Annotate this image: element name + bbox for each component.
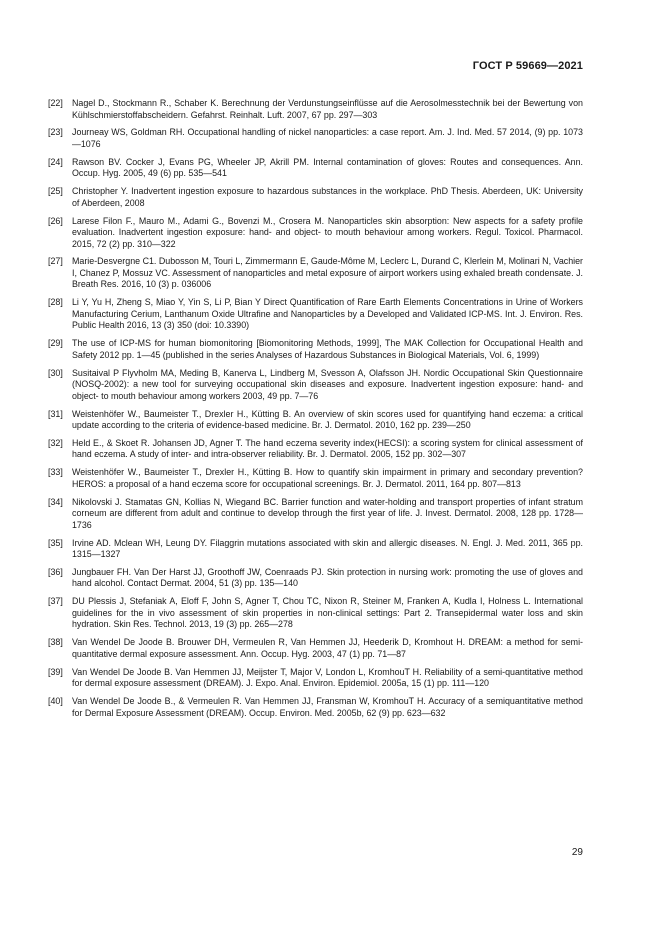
reference-number: [24] [48, 156, 63, 167]
reference-item [48, 567, 583, 590]
reference-item [48, 127, 583, 150]
reference-item [48, 98, 583, 121]
reference-item [48, 157, 583, 180]
reference-item [48, 186, 583, 209]
reference-number: [40] [48, 696, 63, 707]
reference-text: Van Wendel De Joode B. Van Hemmen JJ, Meijster T, Major V, London L, KromhouT H. Reliability of a semi-quantitative method for dermal exposure assessment (DREAM). J. Expo. Anal. Environ. Epidemiol. 2005a, 15 (1) pp. 111—120 [72, 666, 583, 689]
reference-number: [25] [48, 186, 63, 197]
reference-item [48, 497, 583, 532]
document-standard-header: ГОСТ Р 59669—2021 [472, 60, 583, 72]
reference-item [48, 368, 583, 403]
reference-text: Rawson BV. Cocker J, Evans PG, Wheeler JP, Akrill PM. Internal contamination of gloves: Routes and consequences. Ann. Occup. Hyg. 2005, 49 (6) pp. 535—541 [72, 156, 583, 179]
reference-item [48, 667, 583, 690]
reference-number: [23] [48, 127, 63, 138]
reference-item [48, 696, 583, 719]
reference-text: Nagel D., Stockmann R., Schaber K. Berechnung der Verdunstungseinflüsse auf die Aerosolmesstechnik bei der Bewertung von Kühlschmierstoffabscheidern. Gefahrst. Reinhalt. Luft. 2007, 67 pp. 297—303 [72, 98, 583, 120]
reference-number: [29] [48, 338, 63, 349]
reference-number: [32] [48, 437, 63, 448]
reference-item [48, 409, 583, 432]
reference-item [48, 467, 583, 490]
reference-number: [37] [48, 596, 63, 607]
reference-number: [34] [48, 496, 63, 507]
reference-number: [39] [48, 666, 63, 677]
reference-number: [33] [48, 467, 63, 478]
reference-text: Susitaival P Flyvholm MA, Meding B, Kanerva L, Lindberg M, Svesson A, Olafsson JH. Nordic Occupational Skin Questionnaire (NOSQ-2002): a new tool for surveying occupational skin diseases and exposure. Inadvertent ingestion exposure: hand- and object- to mouth behaviour among workers 2003, 49 pp. 7—76 [72, 367, 583, 401]
reference-text: Irvine AD. Mclean WH, Leung DY. Filaggrin mutations associated with skin and allergic diseases. N. Engl. J. Med. 2011, 365 pp. 1315—1327 [72, 537, 583, 560]
reference-text: Van Wendel De Joode B. Brouwer DH, Vermeulen R, Van Hemmen JJ, Heederik D, Kromhout H. DREAM: a method for semi-quantitative dermal exposure assessment. Ann. Occup. Hyg. 2003, 47 (1) pp. 71—87 [72, 637, 583, 659]
reference-text: The use of ICP-MS for human biomonitoring [Biomonitoring Methods, 1999], The MAK Collection for Occupational Health and Safety 2012 pp. 1—45 (published in the series Analyses of Hazardous Substances in Biological Materials, Vol. 6, 1999) [72, 338, 583, 360]
reference-number: [28] [48, 297, 63, 308]
reference-text: Journeay WS, Goldman RH. Occupational handling of nickel nanoparticles: a case report. Am. J. Ind. Med. 57 2014, (9) pp. 1073—1076 [72, 127, 583, 149]
reference-text: Larese Filon F., Mauro M., Adami G., Bovenzi M., Crosera M. Nanoparticles skin absorption: New aspects for a safety profile evaluation. Inadvertent ingestion exposure: hand- and object- to mouth behaviour among workers. Regul. Toxicol. Pharmacol. 2015, 72 (2) pp. 310—322 [72, 215, 583, 249]
reference-item [48, 438, 583, 461]
reference-number: [38] [48, 637, 63, 648]
reference-number: [22] [48, 98, 63, 108]
reference-item [48, 297, 583, 332]
reference-item [48, 596, 583, 631]
reference-item [48, 256, 583, 291]
reference-item [48, 216, 583, 251]
reference-text: Held E., & Skoet R. Johansen JD, Agner T. The hand eczema severity index(HECSI): a scoring system for clinical assessment of hand eczema. A study of inter- and intra-observer reliability. Br. J. Dermatol. 2005, 152 pp. 302—307 [72, 437, 583, 460]
reference-item [48, 637, 583, 660]
reference-number: [31] [48, 408, 63, 419]
reference-number: [30] [48, 367, 63, 378]
reference-number: [36] [48, 566, 63, 577]
reference-number: [26] [48, 215, 63, 226]
reference-text: Van Wendel De Joode B., & Vermeulen R. Van Hemmen JJ, Fransman W, KromhouT H. Accuracy of a semiquantitative method for Dermal Exposure Assessment (DREAM). Occup. Environ. Med. 2005b, 62 (9) pp. 623—632 [72, 696, 583, 718]
reference-text: Jungbauer FH. Van Der Harst JJ, Groothoff JW, Coenraads PJ. Skin protection in nursing work: promoting the use of gloves and hand alcohol. Contact Dermat. 2004, 51 (3) pp. 135—140 [72, 566, 583, 589]
reference-item [48, 538, 583, 561]
reference-text: Christopher Y. Inadvertent ingestion exposure to hazardous substances in the workplace. PhD Thesis. Aberdeen, UK: University of Aberdeen, 2008 [72, 186, 583, 208]
reference-text: Weistenhöfer W., Baumeister T., Drexler H., Kütting B. How to quantify skin impairment in primary and secondary prevention? HEROS: a proposal of a hand eczema score for occupational screenings. Br. J. Dermatol. 2011, 164 pp. 807—813 [72, 467, 583, 489]
reference-text: Li Y, Yu H, Zheng S, Miao Y, Yin S, Li P, Bian Y Direct Quantification of Rare Earth Elements Concentrations in Urine of Workers Manufacturing Cerium, Lanthanum Oxide Ultrafine and Nanoparticles by a Developed and Validated ICP-MS. Int. J. Environ. Res. Public Health 2016, 13 (3) 350 (doi: 10.3390) [72, 297, 583, 331]
page-number: 29 [571, 847, 583, 858]
reference-text: Marie-Desvergne C1. Dubosson M, Touri L, Zimmermann E, Gaude-Môme M, Leclerc L, Durand C, Klerlein M, Molinari N, Vachier I, Chanez P, Mossuz VC. Assessment of nanoparticles and metal exposure of airport workers using exhaled breath condensate. J. Breath Res. 2016, 10 (3) p. 036006 [72, 256, 583, 290]
reference-number: [27] [48, 256, 63, 267]
reference-item [48, 338, 583, 361]
reference-text: DU Plessis J, Stefaniak A, Eloff F, John S, Agner T, Chou TC, Nixon R, Steiner M, Franken A, Kudla I, Holness L. International guidelines for the in vivo assessment of skin properties in non-clinical settings: Part 2. Transepidermal water loss and skin hydration. Skin Res. Technol. 2013, 19 (3) pp. 265—278 [72, 596, 583, 630]
reference-text: Nikolovski J. Stamatas GN, Kollias N, Wiegand BC. Barrier function and water-holding and transport properties of infant stratum corneum are different from adult and continue to develop through the first year of life. J. Invest. Dermatol. 2008, 128 pp. 1728—1736 [72, 496, 583, 530]
reference-text: Weistenhöfer W., Baumeister T., Drexler H., Kütting B. An overview of skin scores used for quantifying hand eczema: a critical update according to the criteria of evidence-based medicine. Br. J. Dermatol. 2010, 162 pp. 239—250 [72, 408, 583, 431]
reference-number: [35] [48, 537, 63, 548]
bibliography-list [48, 98, 583, 725]
